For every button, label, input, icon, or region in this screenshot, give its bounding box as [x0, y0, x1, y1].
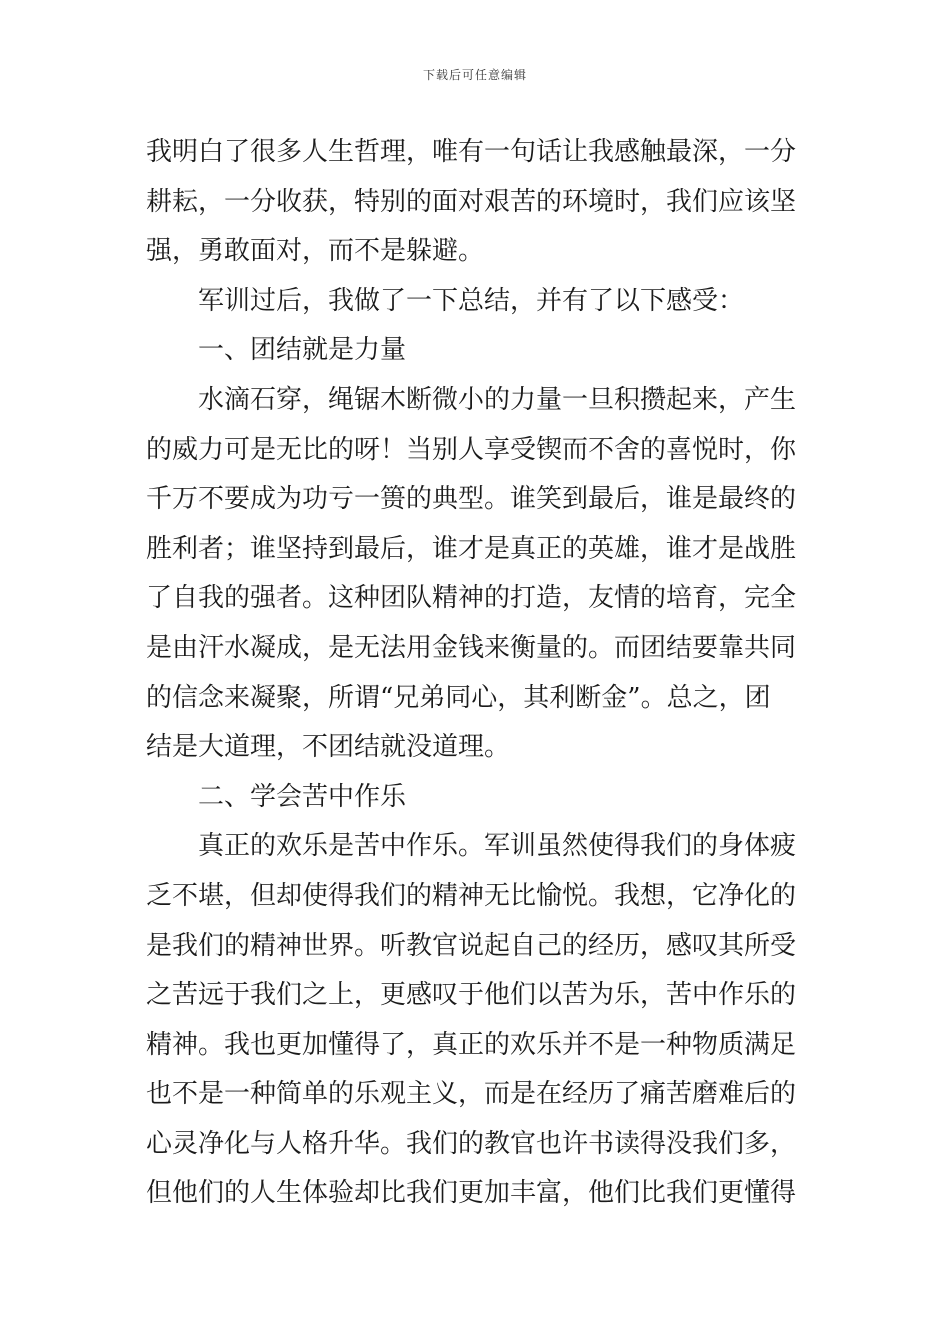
- header-note: 下载后可任意编辑: [422, 68, 527, 82]
- text-line: 但他们的人生体验却比我们更加丰富，他们比我们更懂得: [146, 1178, 797, 1209]
- text-line: 水滴石穿，绳锯木断微小的力量一旦积攒起来，产生: [198, 384, 797, 415]
- text-line: 心灵净化与人格升华。我们的教官也许书读得没我们多，: [146, 1128, 797, 1159]
- text-line: 的威力可是无比的呀！当别人享受锲而不舍的喜悦时，你: [146, 434, 797, 465]
- text-line: 强，勇敢面对，而不是躲避。: [146, 236, 485, 267]
- text-line: 乏不堪，但却使得我们的精神无比愉悦。我想，它净化的: [146, 880, 797, 911]
- text-line: 耕耘，一分收获，特别的面对艰苦的环境时，我们应该坚: [146, 186, 797, 217]
- text-line: 军训过后，我做了一下总结，并有了以下感受：: [198, 285, 745, 316]
- text-line: 二、学会苦中作乐: [198, 781, 407, 812]
- text-line: 的信念来凝聚，所谓“兄弟同心，其利断金”。总之，团: [146, 682, 771, 713]
- text-line: 是我们的精神世界。听教官说起自己的经历，感叹其所受: [146, 930, 797, 961]
- text-line: 精神。我也更加懂得了，真正的欢乐并不是一种物质满足: [146, 1029, 797, 1060]
- text-line: 是由汗水凝成，是无法用金钱来衡量的。而团结要靠共同: [146, 632, 797, 663]
- text-line: 了自我的强者。这种团队精神的打造，友情的培育，完全: [146, 583, 797, 614]
- text-line: 一、团结就是力量: [198, 335, 407, 366]
- text-line: 也不是一种简单的乐观主义，而是在经历了痛苦磨难后的: [146, 1079, 797, 1110]
- text-line: 真正的欢乐是苦中作乐。军训虽然使得我们的身体疲: [198, 831, 797, 862]
- body-text: [146, 128, 806, 1219]
- text-line: 我明白了很多人生哲理，唯有一句话让我感触最深，一分: [146, 137, 797, 167]
- text-line: 胜利者；谁坚持到最后，谁才是真正的英雄，谁才是战胜: [146, 533, 797, 564]
- text-line: 千万不要成为功亏一篑的典型。谁笑到最后，谁是最终的: [146, 484, 797, 515]
- text-line: 之苦远于我们之上，更感叹于他们以苦为乐，苦中作乐的: [146, 980, 797, 1011]
- text-line: 结是大道理，不团结就没道理。: [146, 732, 511, 763]
